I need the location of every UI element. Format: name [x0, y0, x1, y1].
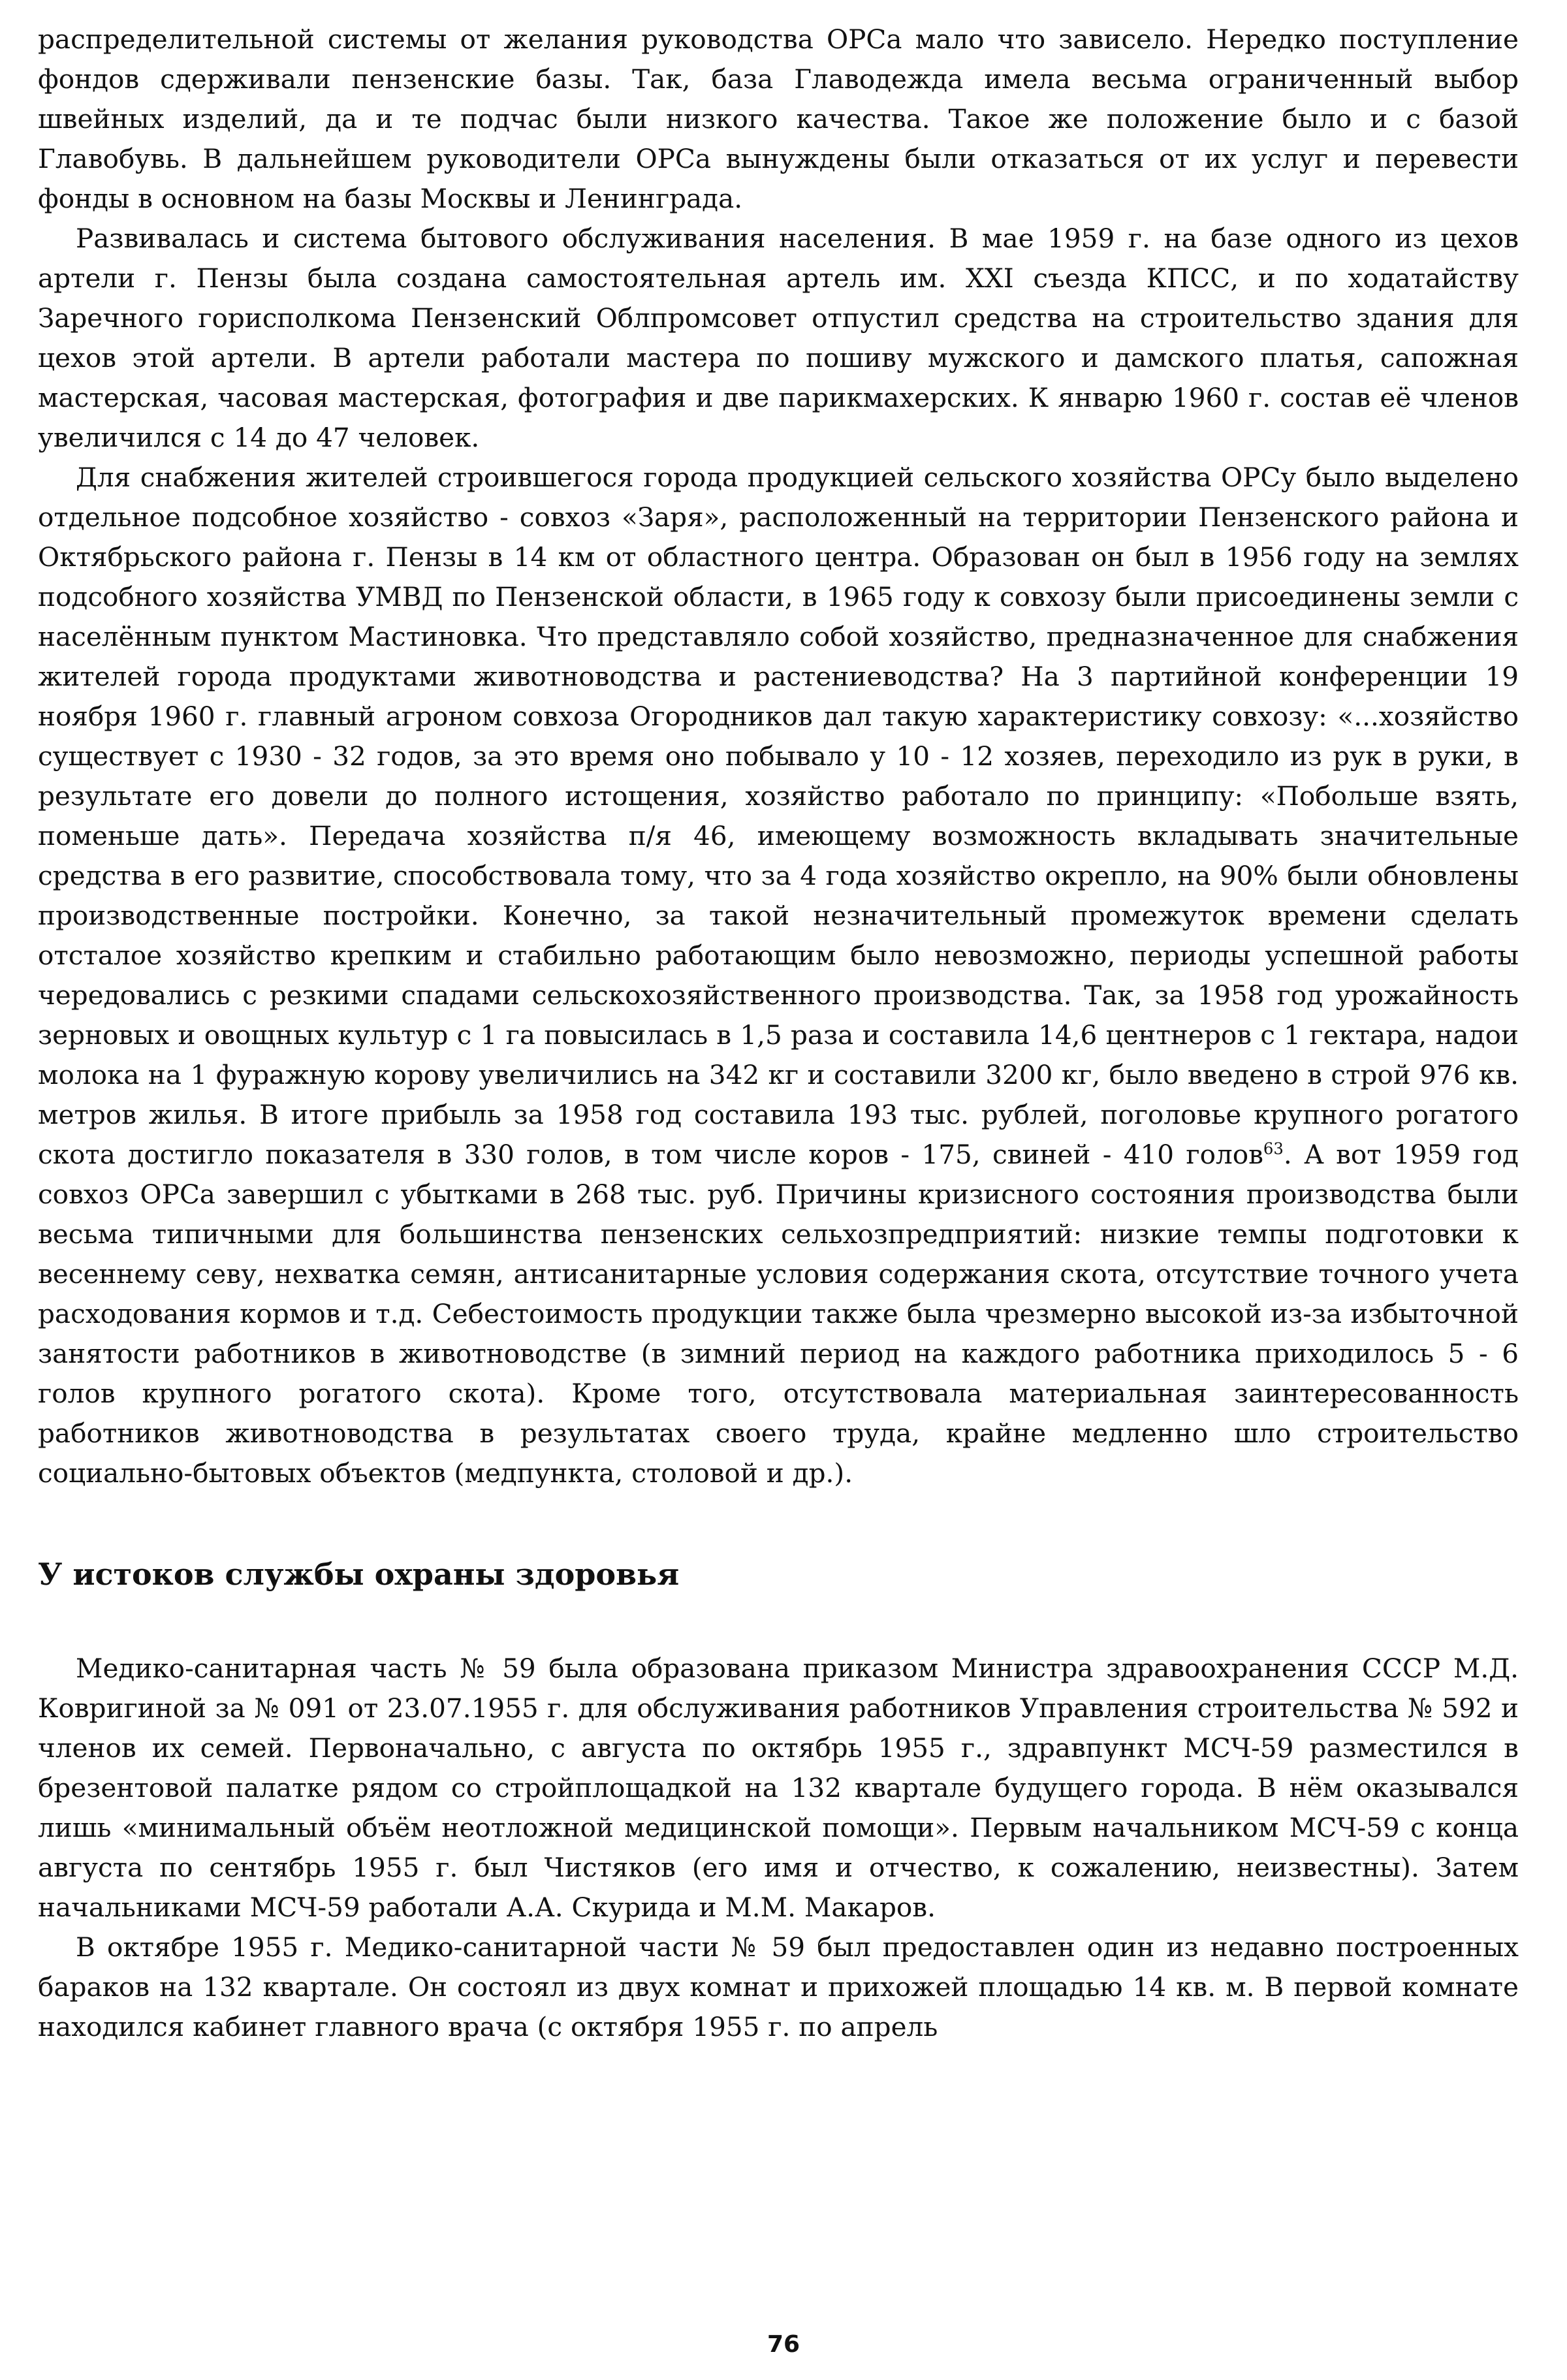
paragraph-sovkhoz-zarya	[38, 458, 1519, 1493]
section-heading: У истоков службы охраны здоровья	[38, 1557, 680, 1592]
paragraph-msch-founding: Медико-санитарная часть № 59 была образована приказом Министра здравоохранения СССР М.Д. Ковригиной за № 091 от 23.07.1955 г. для обслуживания работников Управления строительства № 592 и членов их семей. Первоначально, с августа по октябрь 1955 г., здравпункт МСЧ-59 разместился в брезентовой палатке рядом со стройплощадкой на 132 квартале будущего города. В нём оказывался лишь «минимальный объём неотложной медицинской помощи». Первым начальником МСЧ-59 с конца августа по сентябрь 1955 г. был Чистяков (его имя и отчество, к сожалению, неизвестны). Затем начальниками МСЧ-59 работали А.А. Скурида и М.М. Макаров.	[38, 1653, 1519, 1923]
footnote-reference: 63	[1263, 1139, 1284, 1158]
document-page	[38, 20, 1519, 2331]
page-number: 76	[767, 2331, 800, 2358]
paragraph-sovkhoz-text-part1: Для снабжения жителей строившегося города продукцией сельского хозяйства ОРСу было выделено отдельное подсобное хозяйство - совхоз «Заря», расположенный на территории Пензенского района и Октябрьского района г. Пензы в 14 км от областного центра. Образован он был в 1956 году на землях подсобного хозяйства УМВД по Пензенской области, в 1965 году к совхозу были присоединены земли с населённым пунктом Мастиновка. Что представляло собой хозяйство, предназначенное для снабжения жителей города продуктами животноводства и растениеводства? На 3 партийной конференции 19 ноября 1960 г. главный агроном совхоза Огородников дал такую характеристику совхозу: «...хозяйство существует с 1930 - 32 годов, за это время оно побывало у 10 - 12 хозяев, переходило из рук в руки, в результате его довели до полного истощения, хозяйство работало по принципу: «Побольше взять, поменьше дать». Передача хозяйства п/я 46, имеющему возможность вкладывать значительные средства в его развитие, способствовала тому, что за 4 года хозяйство окрепло, на 90% были обновлены производственные постройки. Конечно, за такой незначительный промежуток времени сделать отсталое хозяйство крепким и стабильно работающим было невозможно, периоды успешной работы чередовались с резкими спадами сельскохозяйственного производства. Так, за 1958 год урожайность зерновых и овощных культур с 1 га повысилась в 1,5 раза и составила 14,6 центнеров с 1 гектара, надои молока на 1 фуражную корову увеличились на 342 кг и составили 3200 кг, было введено в строй 976 кв. метров жилья. В итоге прибыль за 1958 год составила 193 тыс. рублей, поголовье крупного рогатого скота достигло показателя в 330 голов, в том числе коров - 175, свиней - 410 голов	[38, 462, 1519, 1170]
paragraph-sovkhoz-text-part2: . А вот 1959 год совхоз ОРСа завершил с убытками в 268 тыс. руб. Причины кризисного состояния производства были весьма типичными для большинства пензенских сельхозпредприятий: низкие темпы подготовки к весеннему севу, нехватка семян, антисанитарные условия содержания скота, отсутствие точного учета расходования кормов и т.д. Себестоимость продукции также была чрезмерно высокой из-за избыточной занятости работников в животноводстве (в зимний период на каждого работника приходилось 5 - 6 голов крупного рогатого скота). Кроме того, отсутствовала материальная заинтересованность работников животноводства в результатах своего труда, крайне медленно шло строительство социально-бытовых объектов (медпункта, столовой и др.).	[38, 1139, 1519, 1489]
paragraph-services: Развивалась и система бытового обслуживания населения. В мае 1959 г. на базе одного из цехов артели г. Пензы была создана самостоятельная артель им. XXI съезда КПСС, и по ходатайству Заречного горисполкома Пензенский Облпромсовет отпустил средства на строительство здания для цехов этой артели. В артели работали мастера по пошиву мужского и дамского платья, сапожная мастерская, часовая мастерская, фотография и две парикмахерских. К январю 1960 г. состав её членов увеличился с 14 до 47 человек.	[38, 223, 1519, 453]
paragraph-msch-barrack: В октябре 1955 г. Медико-санитарной части № 59 был предоставлен один из недавно построенных бараков на 132 квартале. Он состоял из двух комнат и прихожей площадью 14 кв. м. В первой комнате находился кабинет главного врача (с октября 1955 г. по апрель	[38, 1931, 1519, 2042]
paragraph-orsa-supply: распределительной системы от желания руководства ОРСа мало что зависело. Нередко поступление фондов сдерживали пензенские базы. Так, база Главодежда имела весьма ограниченный выбор швейных изделий, да и те подчас были низкого качества. Такое же положение было и с базой Главобувь. В дальнейшем руководители ОРСа вынуждены были отказаться от их услуг и перевести фонды в основном на базы Москвы и Ленинграда.	[38, 24, 1519, 214]
